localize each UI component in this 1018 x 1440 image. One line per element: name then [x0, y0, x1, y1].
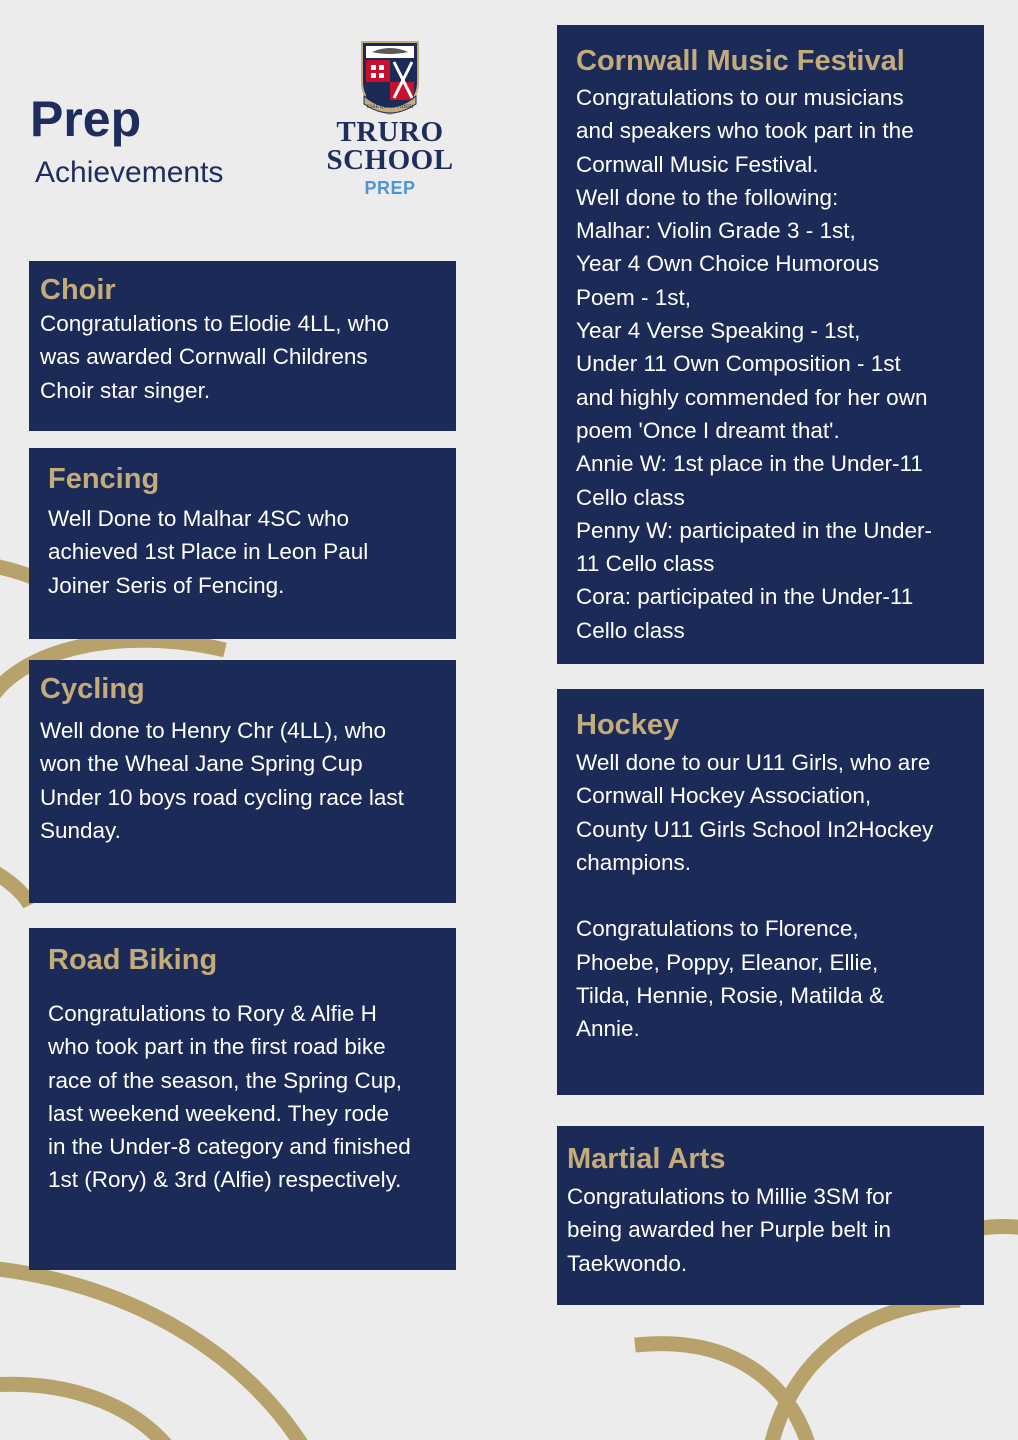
card-title: Martial Arts [567, 1143, 726, 1175]
logo-text-truro: TRURO [336, 116, 444, 148]
card-body: Congratulations to Elodie 4LL, who was awarded Cornwall Childrens Choir star singer. [40, 311, 389, 403]
card-hockey [557, 689, 984, 1095]
page-title: Prep [30, 91, 142, 147]
logo-text-prep: PREP [364, 178, 416, 198]
card-title: Fencing [48, 463, 160, 495]
svg-text:ESSE QUAM VIDERI: ESSE QUAM VIDERI [366, 105, 414, 110]
card-body: Congratulations to Rory & Alfie H who took part in the first road bike race of the season, the Spring Cup, last weekend weekend. They rode in the Under-8 category and finished 1st (Rory) & 3rd (Alfie) respectively. [48, 1001, 411, 1193]
ribbon-bottom-left [0, 1268, 305, 1440]
ribbon-bottom-right-c [982, 1227, 1018, 1229]
card-title: Choir [40, 274, 116, 306]
card-martial-arts [557, 1126, 984, 1305]
school-crest-icon [352, 38, 428, 118]
card-title: Cornwall Music Festival [576, 45, 905, 77]
ribbon-left-lower [0, 870, 30, 905]
card-body: Well done to Henry Chr (4LL), who won the Wheal Jane Spring Cup Under 10 boys road cycling race last Sunday. [40, 718, 404, 843]
card-title: Cycling [40, 673, 145, 705]
card-body: Congratulations to Millie 3SM for being awarded her Purple belt in Taekwondo. [567, 1184, 893, 1276]
card-road-biking [29, 928, 456, 1270]
card-body: Well done to our U11 Girls, who are Cornwall Hockey Association, County U11 Girls School In2Hockey champions. Congratulations to Florence, Phoebe, Poppy, Eleanor, Ellie, Tilda, Hennie, Rosie, Matilda & Annie. [576, 750, 934, 1042]
card-fencing [29, 448, 456, 639]
card-body: Well Done to Malhar 4SC who achieved 1st Place in Leon Paul Joiner Seris of Fencing. [48, 506, 369, 598]
school-logo [318, 38, 462, 199]
card-title: Road Biking [48, 944, 218, 976]
page-subtitle: Achievements [35, 156, 224, 189]
card-body: Congratulations to our musicians and speakers who took part in the Cornwall Music Festival. Well done to the following: Malhar: Violin Grade 3 - 1st, Year 4 Own Choice Humorous Poem - 1st, Year 4 Verse Speaking - 1st, Under 11 Own Composition - 1st and highly commended for her own poem 'Once I dreamt that'. Annie W: 1st place in the Under-11 Cello class Penny W: participated in the Under- 11 Cello class Cora: participated in the Under-11 Cello class [576, 85, 933, 643]
card-choir [29, 261, 456, 431]
card-title: Hockey [576, 709, 680, 741]
card-cycling [29, 660, 456, 903]
card-cornwall-music-festival [557, 25, 984, 664]
ribbon-bottom-left-small [0, 1384, 170, 1440]
logo-text-school: SCHOOL [326, 144, 454, 176]
